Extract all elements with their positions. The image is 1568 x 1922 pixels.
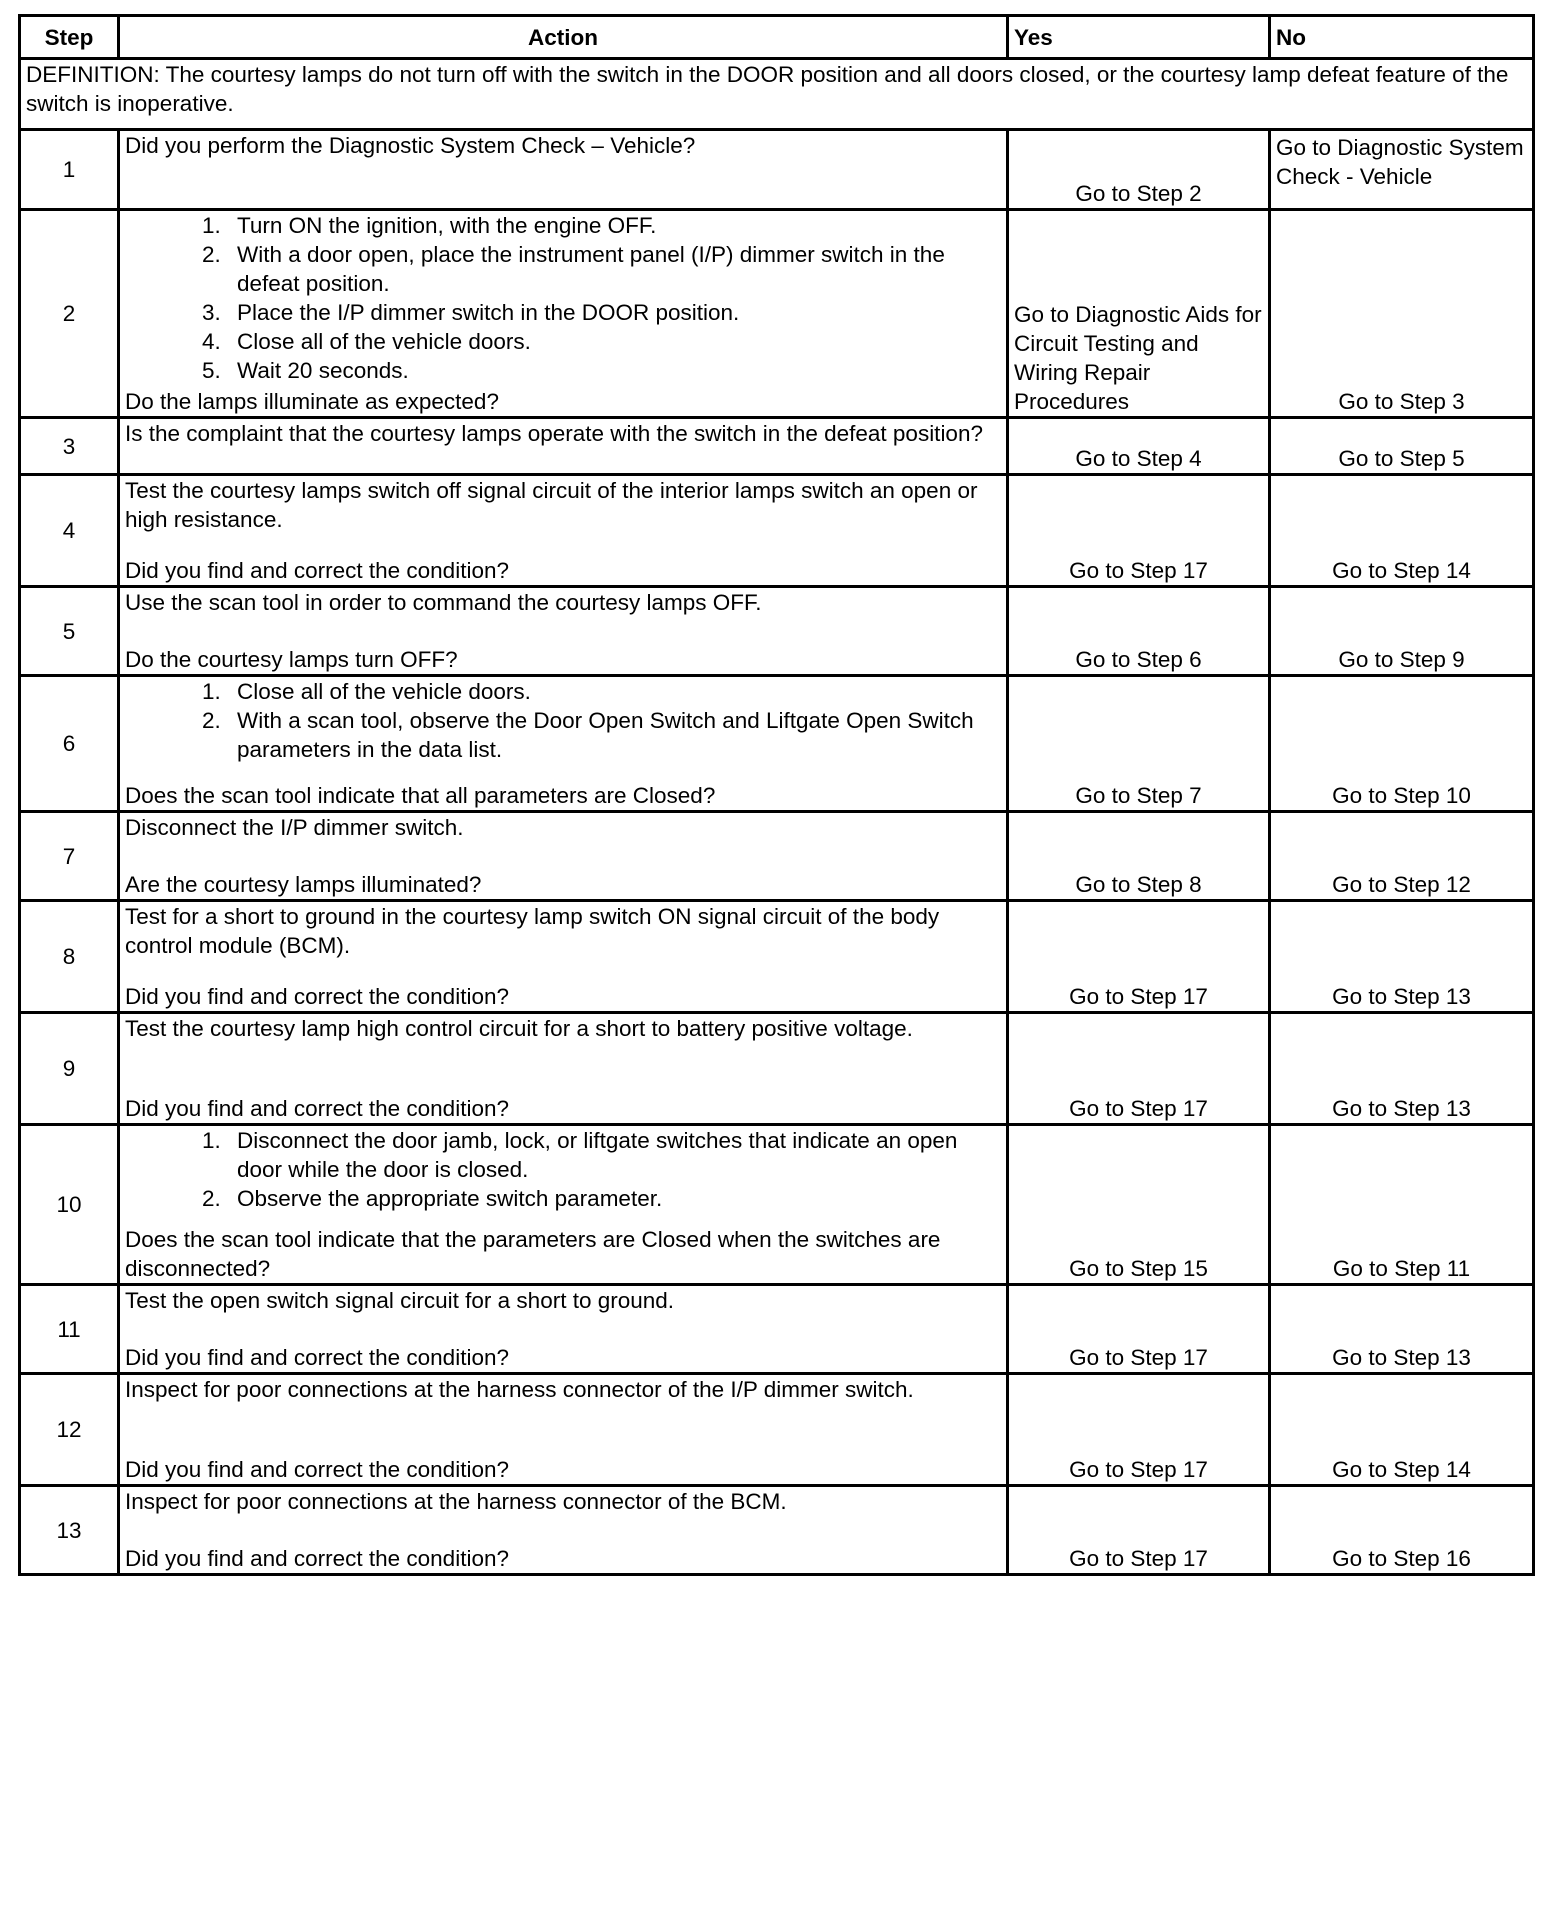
diagnostic-table [18,14,1535,1576]
action-text: Test the open switch signal circuit for a short to ground. [125,1288,675,1313]
action-question: Did you find and correct the condition? [125,984,509,1009]
table-row [20,1125,1534,1285]
no-cell: Go to Step 13 [1270,1013,1534,1125]
no-cell: Go to Step 12 [1270,812,1534,901]
yes-cell: Go to Step 17 [1008,475,1270,587]
action-text: Test the courtesy lamps switch off signal circuit of the interior lamps switch an open or high resistance. [125,478,978,532]
action-cell [119,1486,1008,1575]
definition-row [20,59,1534,130]
substep-item: 1. Turn ON the ignition, with the engine OFF. [227,211,1001,240]
substep-item: 2. With a scan tool, observe the Door Open Switch and Liftgate Open Switch parameters in the data list. [227,706,1001,764]
action-cell [119,475,1008,587]
header-row [20,16,1534,59]
yes-cell: Go to Step 17 [1008,1374,1270,1486]
action-text: Test the courtesy lamp high control circuit for a short to battery positive voltage. [125,1016,913,1041]
step-number: 12 [20,1374,119,1486]
step-number: 10 [20,1125,119,1285]
action-question: Did you find and correct the condition? [125,1457,509,1482]
table-row [20,676,1534,812]
action-question: Are the courtesy lamps illuminated? [125,872,482,897]
no-cell: Go to Step 16 [1270,1486,1534,1575]
no-cell: Go to Step 13 [1270,901,1534,1013]
yes-cell: Go to Diagnostic Aids for Circuit Testing and Wiring Repair Procedures [1008,210,1270,418]
substep-item: 5. Wait 20 seconds. [227,356,1001,385]
action-cell [119,676,1008,812]
yes-cell: Go to Step 8 [1008,812,1270,901]
action-text: Use the scan tool in order to command the courtesy lamps OFF. [125,590,762,615]
action-question: Do the lamps illuminate as expected? [125,389,499,414]
step-number: 1 [20,130,119,210]
step-number: 5 [20,587,119,676]
table-row [20,812,1534,901]
header-no: No [1270,16,1534,59]
no-cell: Go to Step 3 [1270,210,1534,418]
step-number: 6 [20,676,119,812]
table-row [20,1285,1534,1374]
step-number: 13 [20,1486,119,1575]
yes-cell: Go to Step 7 [1008,676,1270,812]
header-step: Step [20,16,119,59]
action-cell [119,1374,1008,1486]
substep-list [125,211,1001,385]
substep-list [125,1126,1001,1213]
yes-cell: Go to Step 17 [1008,901,1270,1013]
definition-text: DEFINITION: The courtesy lamps do not turn off with the switch in the DOOR position and all doors closed, or the courtesy lamp defeat feature of the switch is inoperative. [20,59,1534,130]
substep-list [125,677,1001,764]
substep-item: 2. With a door open, place the instrument panel (I/P) dimmer switch in the defeat position. [227,240,1001,298]
no-cell: Go to Step 14 [1270,1374,1534,1486]
no-cell: Go to Step 13 [1270,1285,1534,1374]
action-question: Did you find and correct the condition? [125,1096,509,1121]
step-number: 7 [20,812,119,901]
action-text: Disconnect the I/P dimmer switch. [125,815,464,840]
yes-cell: Go to Step 6 [1008,587,1270,676]
action-question: Does the scan tool indicate that all parameters are Closed? [125,783,716,808]
yes-cell: Go to Step 17 [1008,1013,1270,1125]
step-number: 9 [20,1013,119,1125]
header-yes: Yes [1008,16,1270,59]
substep-item: 1. Close all of the vehicle doors. [227,677,1001,706]
table-row [20,210,1534,418]
action-question: Do the courtesy lamps turn OFF? [125,647,458,672]
table-row [20,1374,1534,1486]
substep-item: 2. Observe the appropriate switch parameter. [227,1184,1001,1213]
substep-item: 4. Close all of the vehicle doors. [227,327,1001,356]
no-cell: Go to Step 9 [1270,587,1534,676]
action-question: Does the scan tool indicate that the parameters are Closed when the switches are disconnected? [125,1227,941,1281]
action-cell [119,210,1008,418]
action-cell [119,1125,1008,1285]
action-text: Did you perform the Diagnostic System Check – Vehicle? [125,133,696,158]
action-cell [119,587,1008,676]
step-number: 11 [20,1285,119,1374]
table-row [20,901,1534,1013]
table-row [20,587,1534,676]
yes-cell: Go to Step 17 [1008,1486,1270,1575]
substep-item: 1. Disconnect the door jamb, lock, or liftgate switches that indicate an open door while the door is closed. [227,1126,1001,1184]
step-number: 8 [20,901,119,1013]
no-cell: Go to Step 14 [1270,475,1534,587]
no-cell: Go to Diagnostic System Check - Vehicle [1270,130,1534,210]
action-text: Is the complaint that the courtesy lamps operate with the switch in the defeat position? [125,421,983,446]
action-text: Inspect for poor connections at the harness connector of the BCM. [125,1489,787,1514]
no-cell: Go to Step 10 [1270,676,1534,812]
action-cell [119,418,1008,475]
action-cell [119,901,1008,1013]
table-row [20,130,1534,210]
action-cell [119,1013,1008,1125]
yes-cell: Go to Step 4 [1008,418,1270,475]
table-row [20,1013,1534,1125]
yes-cell: Go to Step 17 [1008,1285,1270,1374]
table-row [20,418,1534,475]
substep-item: 3. Place the I/P dimmer switch in the DOOR position. [227,298,1001,327]
yes-cell: Go to Step 15 [1008,1125,1270,1285]
action-question: Did you find and correct the condition? [125,558,509,583]
no-cell: Go to Step 11 [1270,1125,1534,1285]
action-text: Inspect for poor connections at the harness connector of the I/P dimmer switch. [125,1377,914,1402]
no-cell: Go to Step 5 [1270,418,1534,475]
step-number: 2 [20,210,119,418]
action-cell [119,1285,1008,1374]
step-number: 4 [20,475,119,587]
action-text: Test for a short to ground in the courtesy lamp switch ON signal circuit of the body control module (BCM). [125,904,940,958]
action-cell [119,130,1008,210]
action-cell [119,812,1008,901]
yes-cell: Go to Step 2 [1008,130,1270,210]
action-question: Did you find and correct the condition? [125,1345,509,1370]
table-row [20,475,1534,587]
step-number: 3 [20,418,119,475]
action-question: Did you find and correct the condition? [125,1546,509,1571]
header-action: Action [119,16,1008,59]
table-row [20,1486,1534,1575]
